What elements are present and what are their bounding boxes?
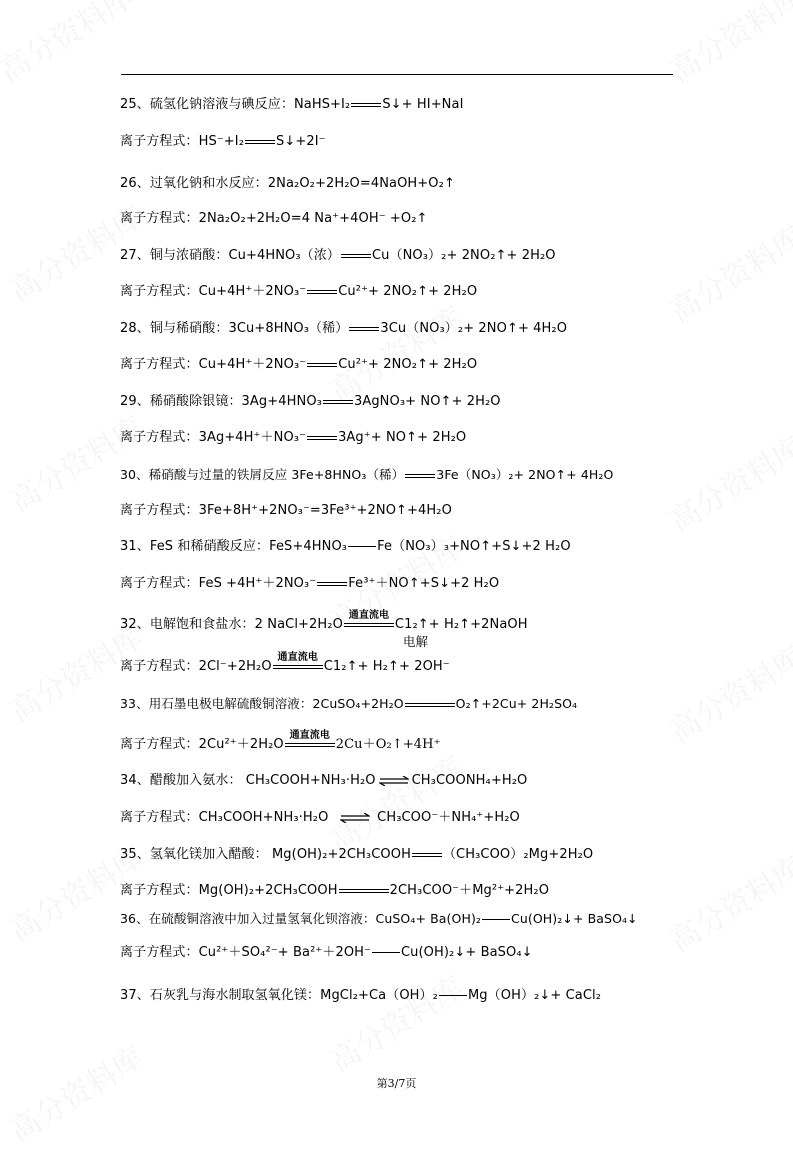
watermark xyxy=(660,424,793,541)
equals-sign xyxy=(349,327,379,331)
equation-29: 29、稀硝酸除银镜：3Ag+4HNO₃ 3AgNO₃+ NO↑+ 2H₂O xyxy=(120,394,501,409)
reaction-line xyxy=(372,952,400,953)
ionic-equation-25: 离子方程式：HS⁻+I₂ S↓+2I⁻ xyxy=(120,134,326,149)
ionic-equation-35: 离子方程式：Mg(OH)₂+2CH₃COOH 2CH₃COO⁻＋Mg²⁺+2H₂O xyxy=(120,883,550,898)
ionic-equation-36: 离子方程式：Cu²⁺＋SO₄²⁻+ Ba²⁺＋2OH⁻ Cu(OH)₂↓+ BaSO₄↓ xyxy=(120,945,533,960)
reversible-arrow-icon xyxy=(379,776,409,786)
equals-sign xyxy=(307,290,337,294)
equation-32: 32、电解饱和食盐水：2 NaCl+2H₂O 通直流电 C1₂↑+ H₂↑+2NaOH xyxy=(120,609,528,632)
ionic-equation-30: 离子方程式：3Fe+8H⁺+2NO₃⁻=3Fe³⁺+2NO↑+4H₂O xyxy=(120,503,452,518)
equation-35: 35、氢氧化镁加入醋酸： Mg(OH)₂+2CH₃COOH （CH₃COO）₂Mg+2H₂O xyxy=(120,847,594,862)
page-number: 第3/7页 xyxy=(376,1077,417,1090)
equation-30: 30、稀硝酸与过量的铁屑反应 3Fe+8HNO₃（稀） 3Fe（NO₃）₂+ 2NO↑+ 4H₂O xyxy=(120,467,614,482)
reaction-condition: 通直流电 xyxy=(289,729,330,741)
equals-sign xyxy=(307,436,337,440)
equals-sign xyxy=(405,474,435,478)
reaction-condition: 通直流电 xyxy=(277,651,318,663)
equation-34: 34、醋酸加入氨水： CH₃COOH+NH₃·H₂O CH₃COONH₄+H₂O xyxy=(120,773,528,788)
header-rule xyxy=(121,74,673,75)
equation-37: 37、石灰乳与海水制取氢氧化镁：MgCl₂+Ca（OH）₂ Mg（OH）₂↓+ CaCl₂ xyxy=(120,988,602,1003)
ionic-equation-32: 离子方程式：2Cl⁻+2H₂O 通直流电 C1₂↑+ H₂↑+ 2OH⁻ xyxy=(120,651,450,674)
watermark xyxy=(660,214,793,331)
ionic-equation-28: 离子方程式：Cu+4H⁺＋2NO₃⁻ Cu²⁺+ 2NO₂↑+ 2H₂O xyxy=(120,357,478,372)
watermark xyxy=(660,634,793,751)
reaction-line xyxy=(348,546,376,547)
equals-sign xyxy=(317,582,347,586)
equals-sign-with-condition xyxy=(285,729,335,747)
ionic-equation-29: 离子方程式：3Ag+4H⁺＋NO₃⁻ 3Ag⁺+ NO↑+ 2H₂O xyxy=(120,430,467,445)
equation-33: 33、用石墨电极电解硫酸铜溶液：2CuSO₄+2H₂O O₂↑+2Cu+ 2H₂SO₄ xyxy=(120,696,578,711)
equals-sign xyxy=(405,703,455,707)
ionic-equation-31: 离子方程式：FeS +4H⁺＋2NO₃⁻ Fe³⁺＋NO↑+S↓+2 H₂O xyxy=(120,576,500,591)
equals-sign xyxy=(351,103,381,107)
watermark xyxy=(320,744,471,861)
equals-sign xyxy=(339,889,389,893)
equals-sign-with-condition xyxy=(344,609,394,627)
watermark xyxy=(660,844,793,961)
equation-27: 27、铜与浓硝酸：Cu+4HNO₃（浓） Cu（NO₃）₂+ 2NO₂↑+ 2H₂O xyxy=(120,248,556,263)
ionic-equation-27: 离子方程式：Cu+4H⁺＋2NO₃⁻ Cu²⁺+ 2NO₂↑+ 2H₂O xyxy=(120,284,478,299)
ionic-equation-26: 离子方程式：2Na₂O₂+2H₂O=4 Na⁺+4OH⁻ +O₂↑ xyxy=(120,211,428,226)
equals-sign xyxy=(245,140,275,144)
reversible-arrow-icon xyxy=(340,813,370,823)
reaction-line xyxy=(482,919,510,920)
watermark xyxy=(0,0,140,90)
equation-28: 28、铜与稀硝酸：3Cu+8HNO₃（稀） 3Cu（NO₃）₂+ 2NO↑+ 4H₂O xyxy=(120,321,568,336)
ionic-equation-34: 离子方程式：CH₃COOH+NH₃·H₂O CH₃COO⁻＋NH₄⁺+H₂O xyxy=(120,810,520,825)
equals-sign xyxy=(307,363,337,367)
reaction-condition: 通直流电 xyxy=(348,609,390,621)
equals-sign xyxy=(323,400,353,404)
watermark xyxy=(0,1034,150,1150)
equals-sign-with-condition xyxy=(273,651,323,669)
watermark xyxy=(660,0,793,90)
equation-26: 26、过氧化钠和水反应：2Na₂O₂+2H₂O=4NaOH+O₂↑ xyxy=(120,176,455,191)
watermark xyxy=(320,964,471,1081)
equation-25: 25、硫氢化钠溶液与碘反应：NaHS+I₂ S↓+ HI+NaI xyxy=(120,97,464,112)
equation-36: 36、在硫酸铜溶液中加入过量氢氧化钡溶液：CuSO₄+ Ba(OH)₂ Cu(OH)₂↓+ BaSO₄↓ xyxy=(120,911,638,926)
equation-31: 31、FeS 和稀硝酸反应：FeS+4HNO₃ Fe（NO₃）₃+NO↑+S↓+2 H₂O xyxy=(120,539,571,554)
equals-sign xyxy=(341,254,371,258)
reaction-line xyxy=(439,995,467,996)
reaction-condition-label: 电解 xyxy=(403,634,429,649)
equals-sign xyxy=(412,853,442,857)
ionic-equation-33: 离子方程式：2Cu²⁺＋2H₂O 通直流电 2Cu＋O₂↑+4H⁺ xyxy=(120,729,441,752)
